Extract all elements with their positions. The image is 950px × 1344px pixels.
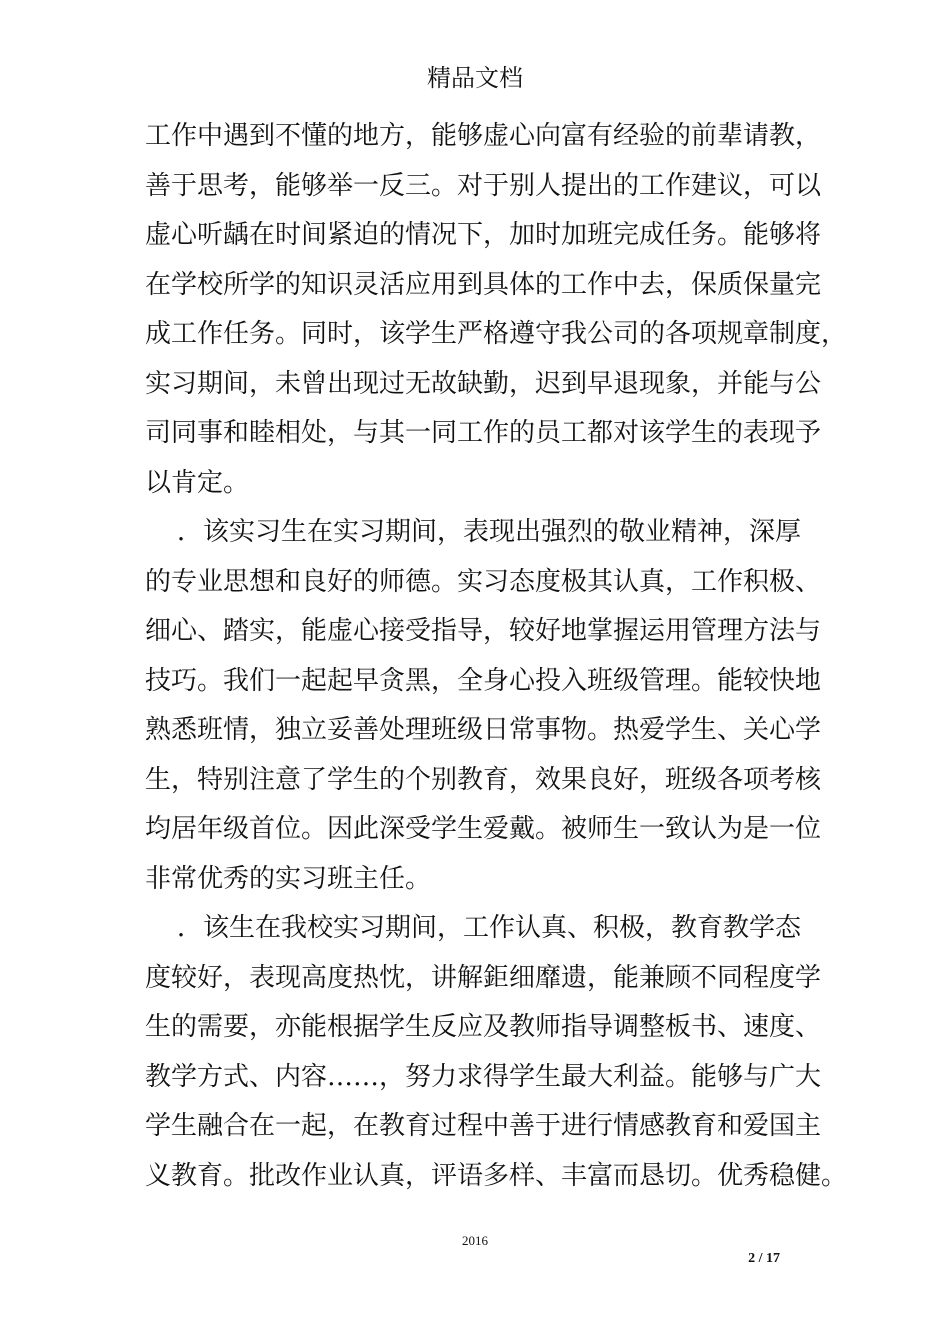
- text-line: 学生融合在一起，在教育过程中善于进行情感教育和爱国主: [145, 1111, 822, 1141]
- text-line: 善于思考，能够举一反三。对于别人提出的工作建议，可以: [145, 170, 822, 201]
- document-header-title: 精品文档: [427, 64, 523, 92]
- page-number: 2 / 17: [748, 1251, 780, 1266]
- paragraph: [145, 508, 825, 904]
- text-line: 工作中遇到不懂的地方，能够虚心向富有经验的前辈请教，: [145, 121, 822, 151]
- text-line: 技巧。我们一起起早贪黑，全身心投入班级管理。能较快地: [145, 665, 822, 696]
- footer-year: 2016: [462, 1233, 488, 1248]
- text-line: 义教育。批改作业认真，评语多样、丰富而恳切。优秀稳健。: [145, 1160, 848, 1191]
- text-line: 成工作任务。同时，该学生严格遵守我公司的各项规章制度，: [145, 319, 848, 349]
- text-line: 的专业思想和良好的师德。实习态度极其认真，工作积极、: [145, 566, 822, 597]
- text-line: 在学校所学的知识灵活应用到具体的工作中去，保质保量完: [145, 269, 822, 300]
- text-line: 生，特别注意了学生的个别教育，效果良好，班级各项考核: [145, 764, 822, 795]
- text-line: 细心、踏实，能虚心接受指导，较好地掌握运用管理方法与: [145, 616, 822, 646]
- text-line: ．该实习生在实习期间，表现出强烈的敬业精神，深厚: [177, 517, 802, 547]
- text-line: 生的需要，亦能根据学生反应及教师指导调整板书、速度、: [145, 1012, 822, 1042]
- text-line: 熟悉班情，独立妥善处理班级日常事物。热爱学生、关心学: [145, 715, 822, 745]
- text-line: ．该生在我校实习期间，工作认真、积极，教育教学态: [177, 913, 802, 943]
- text-line: 虚心听龋在时间紧迫的情况下，加时加班完成任务。能够将: [145, 220, 822, 250]
- paragraph: [145, 112, 848, 508]
- paragraph: [145, 904, 848, 1201]
- text-line: 教学方式、内容……，努力求得学生最大利益。能够与广大: [145, 1061, 822, 1092]
- text-line: 均居年级首位。因此深受学生爱戴。被师生一致认为是一位: [145, 814, 822, 844]
- text-line: 非常优秀的实习班主任。: [145, 863, 432, 894]
- text-line: 以肯定。: [145, 467, 250, 498]
- document-body: [145, 112, 848, 1201]
- text-line: 度较好，表现高度热忱，讲解鉅细靡遗，能兼顾不同程度学: [145, 962, 822, 993]
- text-line: 实习期间，未曾出现过无故缺勤，迟到早退现象，并能与公: [145, 368, 822, 399]
- text-line: 司同事和睦相处，与其一同工作的员工都对该学生的表现予: [145, 418, 822, 448]
